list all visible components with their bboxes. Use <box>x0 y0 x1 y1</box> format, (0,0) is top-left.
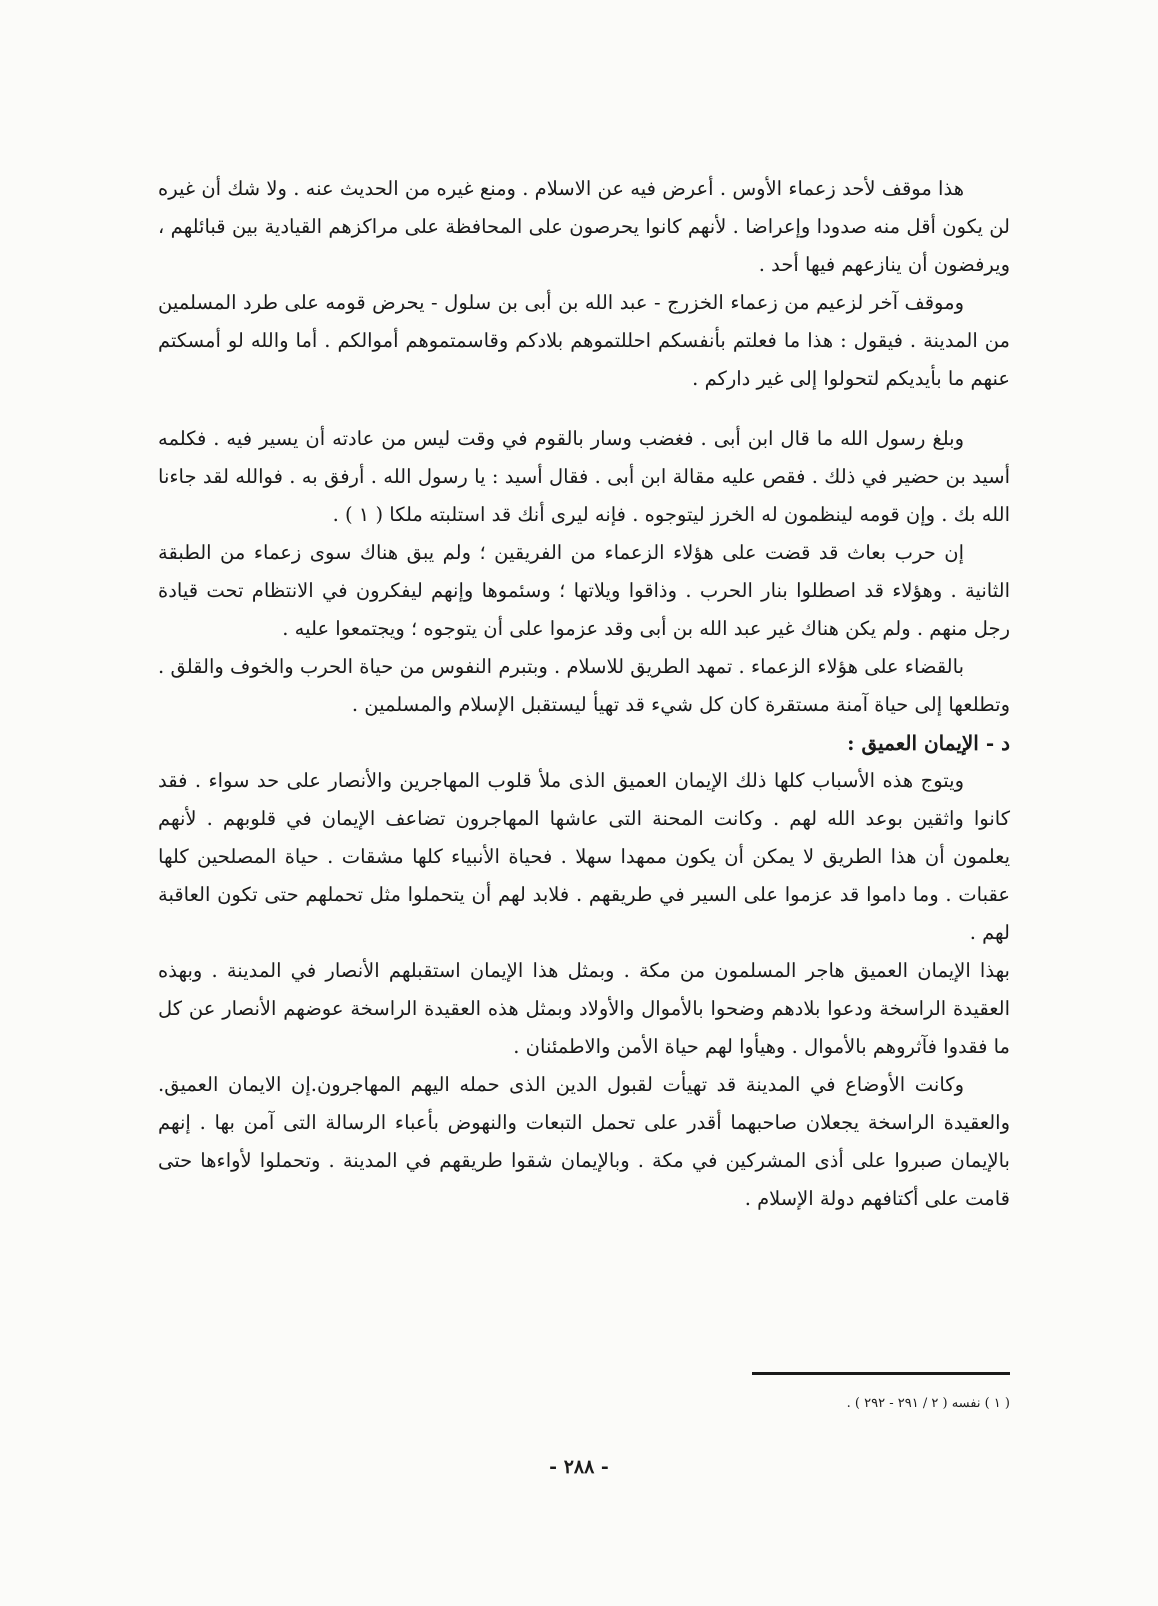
footnote: ( ١ ) نفسه ( ٢ / ٢٩١ - ٢٩٢ ) . <box>846 1396 1010 1411</box>
paragraph-8: وكانت الأوضاع في المدينة قد تهيأت لقبول الدين الذى حمله اليهم المهاجرون.إن الايمان العميق. والعقيدة الراسخة يجعلان صاحبهما أقدر على تحمل التبعات والنهوض بأعباء الرسالة التى آمن بها . إنهم بالإيمان صبروا على أذى المشركين في مكة . وبالإيمان شقوا طريقهم في المدينة . وتحملوا لأواءها حتى قامت على أكتافهم دولة الإسلام . <box>158 1073 1010 1210</box>
paragraph-3: وبلغ رسول الله ما قال ابن أبى . فغضب وسار بالقوم في وقت ليس من عادته أن يسير فيه . فكلمه أسيد بن حضير في ذلك . فقص عليه مقالة ابن أبى . فقال أسيد : يا رسول الله . أرفق به . فوالله لقد جاءنا الله بك . وإن قومه لينظمون له الخرز ليتوجوه . فإنه ليرى أنك قد استلبته ملكا ( ١ ) . <box>158 427 1010 526</box>
paragraph-7: بهذا الإيمان العميق هاجر المسلمون من مكة . وبمثل هذا الإيمان استقبلهم الأنصار في المدينة . وبهذه العقيدة الراسخة ودعوا بلادهم وضحوا بالأموال والأولاد وبمثل هذه العقيدة الراسخة عوضهم الأنصار عن كل ما فقدوا فآثروهم بالأموال . وهيأوا لهم حياة الأمن والاطمئنان . <box>158 959 1010 1058</box>
page-number: - ٢٨٨ - <box>549 1456 609 1478</box>
footnote-divider <box>752 1372 1010 1375</box>
paragraph-1: هذا موقف لأحد زعماء الأوس . أعرض فيه عن الاسلام . ومنع غيره من الحديث عنه . ولا شك أن غيره لن يكون أقل منه صدودا وإعراضا . لأنهم كانوا يحرصون على المحافظة على مراكزهم القيادية بين قبائلهم ، ويرفضون أن ينازعهم فيها أحد . <box>158 177 1010 276</box>
paragraph-4: إن حرب بعاث قد قضت على هؤلاء الزعماء من الفريقين ؛ ولم يبق هناك سوى زعماء من الطبقة الثانية . وهؤلاء قد اصطلوا بنار الحرب . وذاقوا ويلاتها ؛ وسئموها وإنهم ليفكرون في الانتظام تحت قيادة رجل منهم . ولم يكن هناك غير عبد الله بن أبى وقد عزموا على أن يتوجوه ؛ ويجتمعوا عليه . <box>158 541 1010 640</box>
body-text <box>158 170 1010 1218</box>
paragraph-6: ويتوج هذه الأسباب كلها ذلك الإيمان العميق الذى ملأ قلوب المهاجرين والأنصار على حد سواء . فقد كانوا واثقين بوعد الله لهم . وكانت المحنة التى عاشها المهاجرون تضاعف الإيمان في قلوبهم . لأنهم يعلمون أن هذا الطريق لا يمكن أن يكون ممهدا سهلا . فحياة الأنبياء كلها مشقات . حياة المصلحين كلها عقبات . وما داموا قد عزموا على السير في طريقهم . فلابد لهم أن يتحملوا مثل تحملهم حتى تكون العاقبة لهم . <box>158 769 1010 944</box>
paragraph-2: وموقف آخر لزعيم من زعماء الخزرج - عبد الله بن أبى بن سلول - يحرض قومه على طرد المسلمين من المدينة . فيقول : هذا ما فعلتم بأنفسكم احللتموهم بلادكم وقاسمتموهم أموالكم . أما والله لو أمسكتم عنهم ما بأيديكم لتحولوا إلى غير داركم . <box>158 291 1010 390</box>
section-heading: د - الإيمان العميق : <box>847 731 1010 755</box>
paragraph-gap <box>158 398 1010 420</box>
paragraph-5: بالقضاء على هؤلاء الزعماء . تمهد الطريق للاسلام . وبتبرم النفوس من حياة الحرب والخوف والقلق . وتطلعها إلى حياة آمنة مستقرة كان كل شيء قد تهيأ ليستقبل الإسلام والمسلمين . <box>158 655 1010 716</box>
